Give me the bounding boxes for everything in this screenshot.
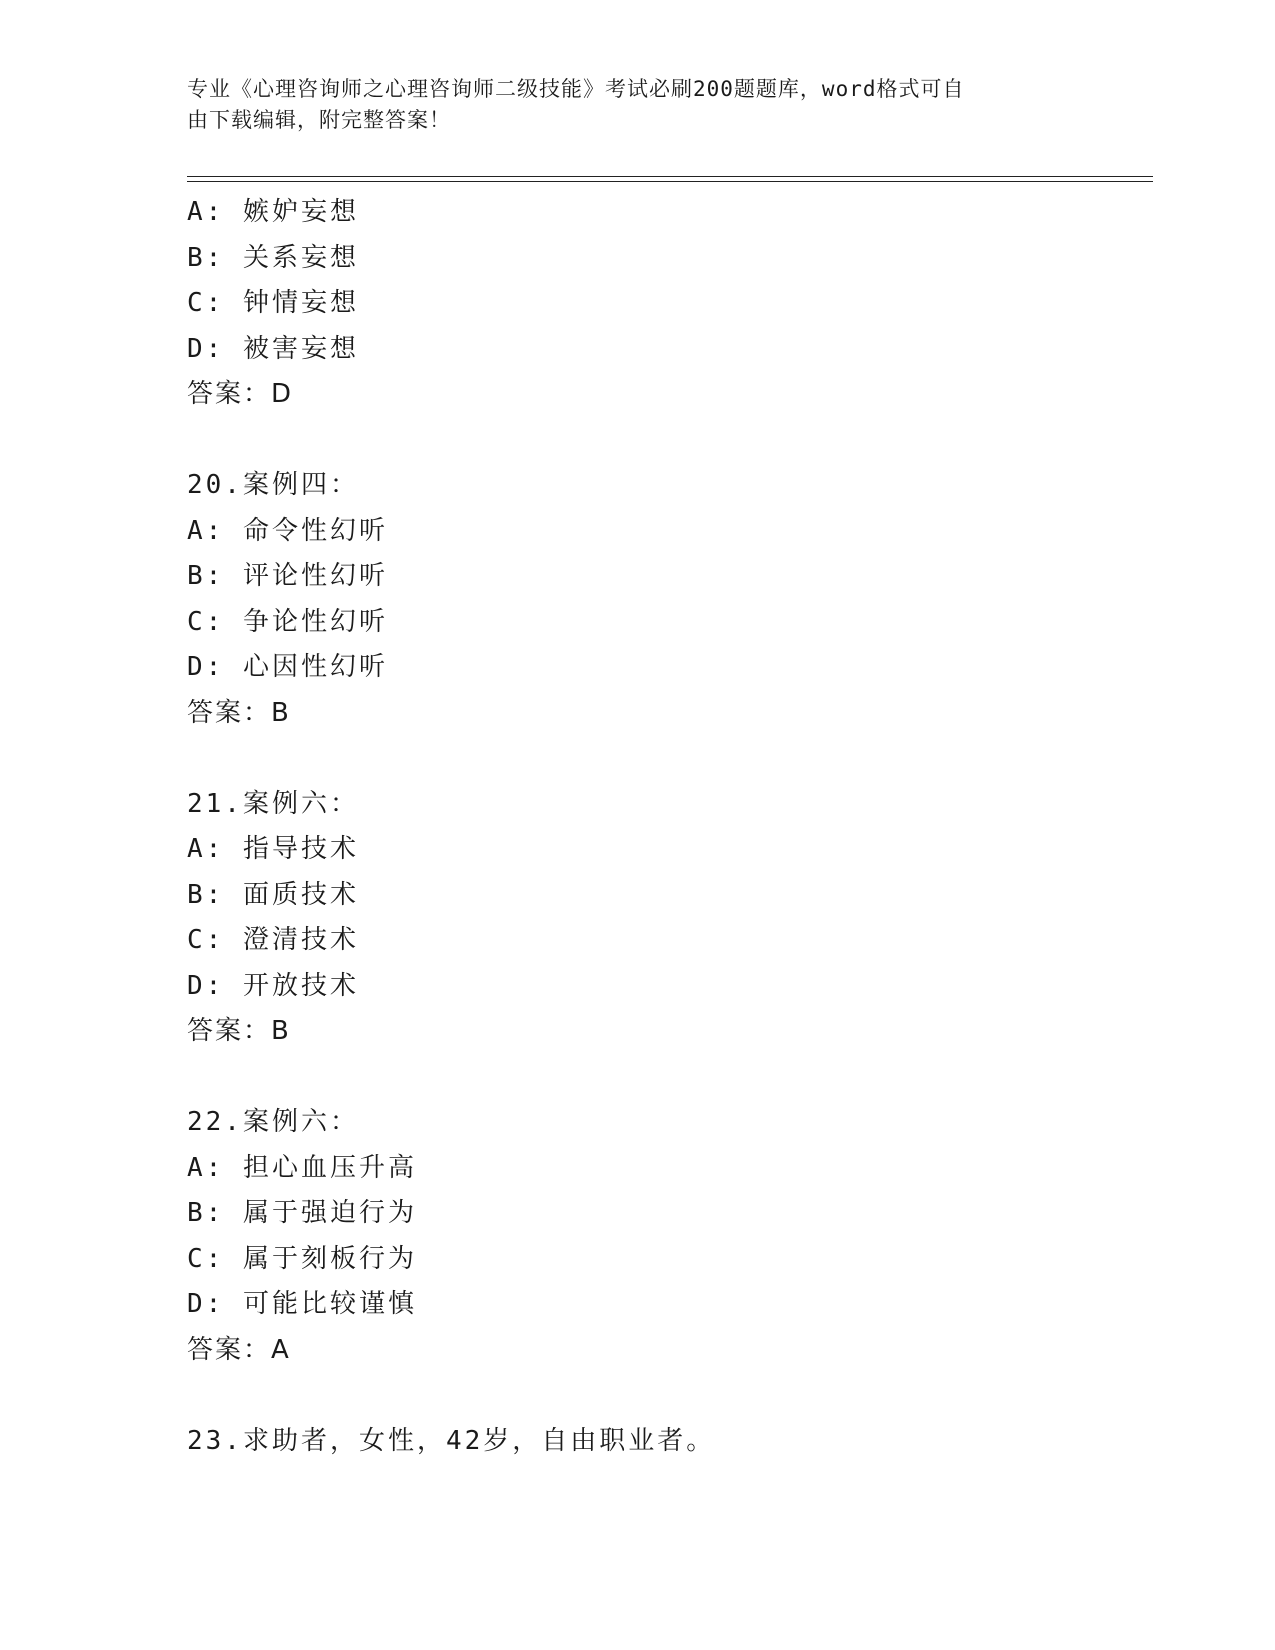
option-a: A: 命令性幻听 [187, 515, 388, 546]
option-b: B: 面质技术 [187, 879, 359, 910]
question-list [187, 190, 1153, 1464]
question-title: 23.求助者，女性，42岁，自由职业者。 [187, 1425, 716, 1456]
answer-line: 答案：D [187, 379, 294, 409]
question-block-20 [187, 463, 1153, 736]
option-d: D: 可能比较谨慎 [187, 1289, 417, 1319]
answer-line: 答案：B [187, 1016, 291, 1046]
question-title: 21.案例六： [187, 788, 359, 819]
answer-line: 答案：B [187, 697, 291, 728]
option-c: C: 澄清技术 [187, 925, 359, 955]
header-line-1: 专业《心理咨询师之心理咨询师二级技能》考试必刷200题题库，word格式可自 [187, 77, 965, 101]
option-a: A: 担心血压升高 [187, 1152, 417, 1183]
option-d: D: 心因性幻听 [187, 652, 388, 682]
question-separator [187, 418, 1153, 464]
question-title: 20.案例四： [187, 470, 359, 500]
question-block-22 [187, 1100, 1153, 1373]
question-separator [187, 1055, 1153, 1101]
question-block-21 [187, 782, 1153, 1055]
option-b: B: 关系妄想 [187, 242, 359, 273]
document-header [187, 74, 1067, 136]
question-title: 22.案例六： [187, 1107, 359, 1137]
question-block-19 [187, 190, 1153, 418]
option-c: C: 争论性幻听 [187, 606, 388, 637]
header-divider-bottom [187, 181, 1153, 182]
header-line-2: 由下载编辑，附完整答案！ [187, 108, 451, 132]
option-a: A: 指导技术 [187, 834, 359, 864]
header-divider-top [187, 176, 1153, 177]
question-separator [187, 736, 1153, 782]
option-b: B: 属于强迫行为 [187, 1198, 417, 1228]
question-separator [187, 1373, 1153, 1419]
question-block-23 [187, 1419, 1153, 1465]
answer-line: 答案：A [187, 1334, 291, 1365]
option-a: A: 嫉妒妄想 [187, 197, 359, 227]
option-c: C: 钟情妄想 [187, 288, 359, 318]
option-d: D: 被害妄想 [187, 333, 359, 364]
option-b: B: 评论性幻听 [187, 561, 388, 591]
option-d: D: 开放技术 [187, 970, 359, 1001]
option-c: C: 属于刻板行为 [187, 1243, 417, 1274]
